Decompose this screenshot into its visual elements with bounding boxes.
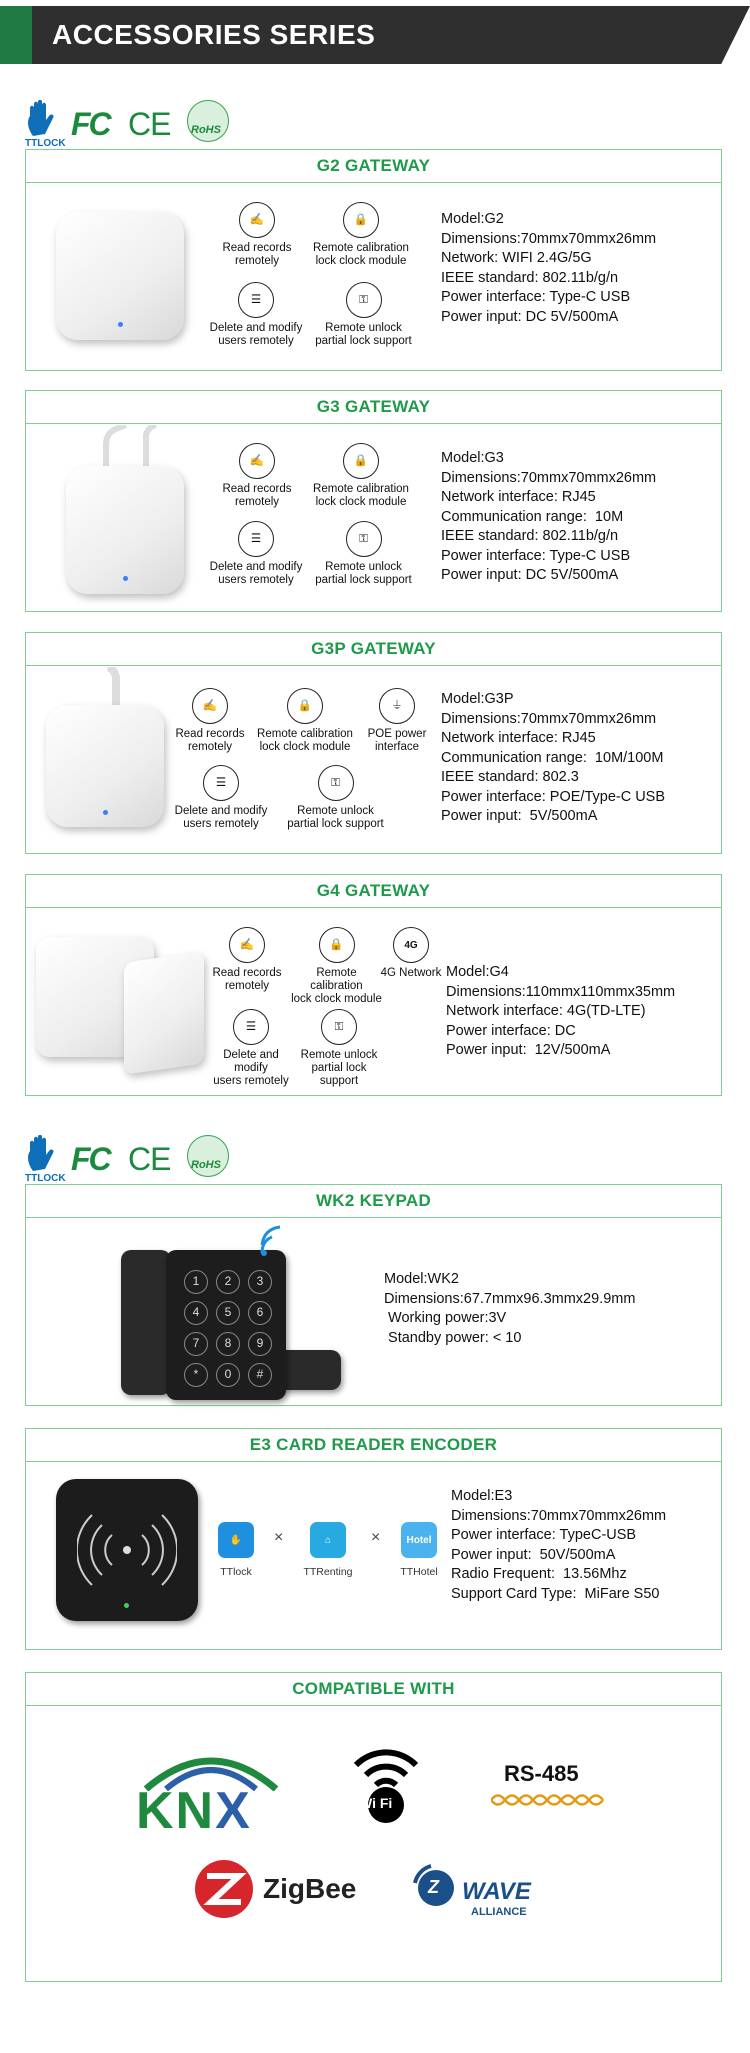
g3-title: G3 GATEWAY (26, 391, 721, 424)
zwave-z-letter: Z (428, 1877, 439, 1897)
feature-4g-network: 4G 4G Network (371, 927, 451, 980)
fc-logo: FC (71, 1141, 110, 1177)
rs485-wave-icon (491, 1791, 606, 1809)
ce-logo: CE (128, 1141, 171, 1177)
ttlock-hand-icon (25, 1135, 55, 1173)
feature-remote-calibration: 🔒 Remote calibration lock clock module (306, 202, 416, 268)
feature-remote-unlock: ⚿ Remote unlock partial lock support (306, 282, 421, 348)
user-list-icon: ☰ (203, 765, 239, 801)
read-records-icon: ✍ (239, 443, 275, 479)
knx-logo: KNX (136, 1782, 252, 1840)
keypad-side-image (121, 1250, 171, 1395)
keypad-key: 5 (216, 1301, 240, 1325)
feature-read-records: ✍ Read records remotely (206, 927, 288, 993)
wk2-specs: Model:WK2 Dimensions:67.7mmx96.3mmx29.9mm Working power:3V Standby power: < 10 (384, 1271, 636, 1346)
knx-logo-x: X (215, 1782, 252, 1840)
led-light (124, 1603, 129, 1608)
series-banner (0, 6, 750, 64)
zwave-alliance-label: ALLIANCE (471, 1906, 527, 1918)
g3p-specs: Model:G3P Dimensions:70mmx70mmx26mm Network interface: RJ45 Communication range: 10M/100M IEEE standard: 802.3 Power interface: POE/Type-C USB Power input: 5V/500mA (441, 691, 666, 824)
led-light (123, 576, 128, 581)
rs485-logo: RS-485 (504, 1761, 579, 1786)
g3p-device-image (46, 705, 164, 827)
g4-device-side-image (124, 951, 204, 1074)
unlock-icon: ⚿ (321, 1009, 357, 1045)
g3-section (25, 390, 722, 612)
g2-specs: Model:G2 Dimensions:70mmx70mmx26mm Network: WIFI 2.4G/5G IEEE standard: 802.11b/g/n Power interface: Type-C USB Power input: DC 5V/500mA (441, 211, 657, 325)
app-ttrenting: ⌂ TTRenting (288, 1522, 368, 1578)
banner-accent (0, 6, 32, 64)
banner-title: ACCESSORIES SERIES (52, 19, 376, 50)
wireless-signal-icon (258, 1223, 298, 1257)
unlock-icon: ⚿ (346, 521, 382, 557)
ttlock-hand-icon (25, 100, 55, 138)
led-light (103, 810, 108, 815)
wifi-logo: Wi Fi (359, 1795, 393, 1811)
app-ttlock: ✋ TTlock (206, 1522, 266, 1578)
cert-row (25, 100, 255, 150)
g2-device-image (56, 212, 184, 340)
tthotel-app-icon: Hotel (401, 1522, 437, 1558)
keypad-key: 7 (184, 1332, 208, 1356)
keypad-key: 0 (216, 1363, 240, 1387)
nfc-waves-icon (77, 1505, 177, 1595)
wk2-title: WK2 KEYPAD (26, 1185, 721, 1218)
keypad-key: # (248, 1363, 272, 1387)
compat-title: COMPATIBLE WITH (26, 1673, 721, 1706)
feature-remote-unlock: ⚿ Remote unlock partial lock support (306, 521, 421, 587)
lock-icon: 🔒 (319, 927, 355, 963)
user-list-icon: ☰ (238, 521, 274, 557)
user-list-icon: ☰ (233, 1009, 269, 1045)
e3-specs: Model:E3 Dimensions:70mmx70mmx26mm Power interface: TypeC-USB Power input: 50V/500mA Radio Frequent: 13.56Mhz Support Card Type: MiFare S50 (451, 1488, 667, 1602)
times-symbol: × (274, 1529, 284, 1546)
feature-remote-calibration: 🔒 Remote calibration lock clock module (250, 688, 360, 754)
keypad-key: 8 (216, 1332, 240, 1356)
feature-read-records: ✍ Read records remotely (216, 443, 298, 509)
rohs-logo: RoHS (191, 1159, 221, 1171)
cert-row-2 (25, 1135, 255, 1185)
compat-section (25, 1672, 722, 1982)
g3-specs: Model:G3 Dimensions:70mmx70mmx26mm Network interface: RJ45 Communication range: 10M IEEE standard: 802.11b/g/n Power interface: Type-C USB Power input: DC 5V/500mA (441, 450, 657, 583)
ethernet-cable-image (66, 667, 146, 707)
keypad-key: 2 (216, 1270, 240, 1294)
g2-title: G2 GATEWAY (26, 150, 721, 183)
g3p-title: G3P GATEWAY (26, 633, 721, 666)
keypad-key: * (184, 1363, 208, 1387)
feature-read-records: ✍ Read records remotely (216, 202, 298, 268)
g3-device-image (66, 466, 184, 594)
e3-title: E3 CARD READER ENCODER (26, 1429, 721, 1462)
poe-plug-icon: ⏚ (379, 688, 415, 724)
feature-delete-users: ☰ Delete and modify users remotely (201, 282, 311, 348)
times-symbol: × (371, 1529, 381, 1546)
wifi-logo-icon (351, 1735, 421, 1825)
zigbee-logo: ZigBee (263, 1873, 357, 1904)
keypad-key: 4 (184, 1301, 208, 1325)
g3p-section (25, 632, 722, 854)
user-list-icon: ☰ (238, 282, 274, 318)
read-records-icon: ✍ (239, 202, 275, 238)
feature-poe-power: ⏚ POE power interface (362, 688, 432, 754)
keypad-key: 1 (184, 1270, 208, 1294)
e3-device-image (56, 1479, 198, 1621)
fc-logo: FC (71, 106, 110, 142)
unlock-icon: ⚿ (346, 282, 382, 318)
keypad-key: 3 (248, 1270, 272, 1294)
4g-icon: 4G (393, 927, 429, 963)
keypad-device-image (166, 1250, 286, 1400)
unlock-icon: ⚿ (318, 765, 354, 801)
lock-icon: 🔒 (287, 688, 323, 724)
g4-title: G4 GATEWAY (26, 875, 721, 908)
feature-delete-users: ☰ Delete and modify users remotely (206, 1009, 296, 1088)
wk2-section (25, 1184, 722, 1406)
keypad-key: 9 (248, 1332, 272, 1356)
g4-section (25, 874, 722, 1096)
feature-remote-unlock: ⚿ Remote unlock partial lock support (278, 765, 393, 831)
read-records-icon: ✍ (192, 688, 228, 724)
ttrenting-app-icon: ⌂ (310, 1522, 346, 1558)
ttlock-label: TTLOCK (25, 138, 66, 149)
ce-logo: CE (128, 106, 171, 142)
rohs-logo: RoHS (191, 124, 221, 136)
g2-section (25, 149, 722, 371)
read-records-icon: ✍ (229, 927, 265, 963)
led-light (118, 322, 123, 327)
e3-section (25, 1428, 722, 1650)
feature-remote-calibration: 🔒 Remote calibration lock clock module (306, 443, 416, 509)
ttlock-app-icon: ✋ (218, 1522, 254, 1558)
zigbee-logo-icon (193, 1858, 255, 1920)
keypad-key: 6 (248, 1301, 272, 1325)
feature-remote-calibration: 🔒 Remote calibration lock clock module (284, 927, 389, 1006)
g4-specs: Model:G4 Dimensions:110mmx110mmx35mm Network interface: 4G(TD-LTE) Power interface: DC Power input: 12V/500mA (446, 964, 676, 1058)
lock-icon: 🔒 (343, 202, 379, 238)
lock-icon: 🔒 (343, 443, 379, 479)
feature-delete-users: ☰ Delete and modify users remotely (166, 765, 276, 831)
app-tthotel: Hotel TTHotel (384, 1522, 454, 1578)
zwave-logo: WAVE (462, 1878, 531, 1905)
ttlock-label: TTLOCK (25, 1173, 66, 1184)
feature-delete-users: ☰ Delete and modify users remotely (201, 521, 311, 587)
feature-read-records: ✍ Read records remotely (169, 688, 251, 754)
feature-remote-unlock: ⚿ Remote unlock partial lock support (289, 1009, 389, 1088)
